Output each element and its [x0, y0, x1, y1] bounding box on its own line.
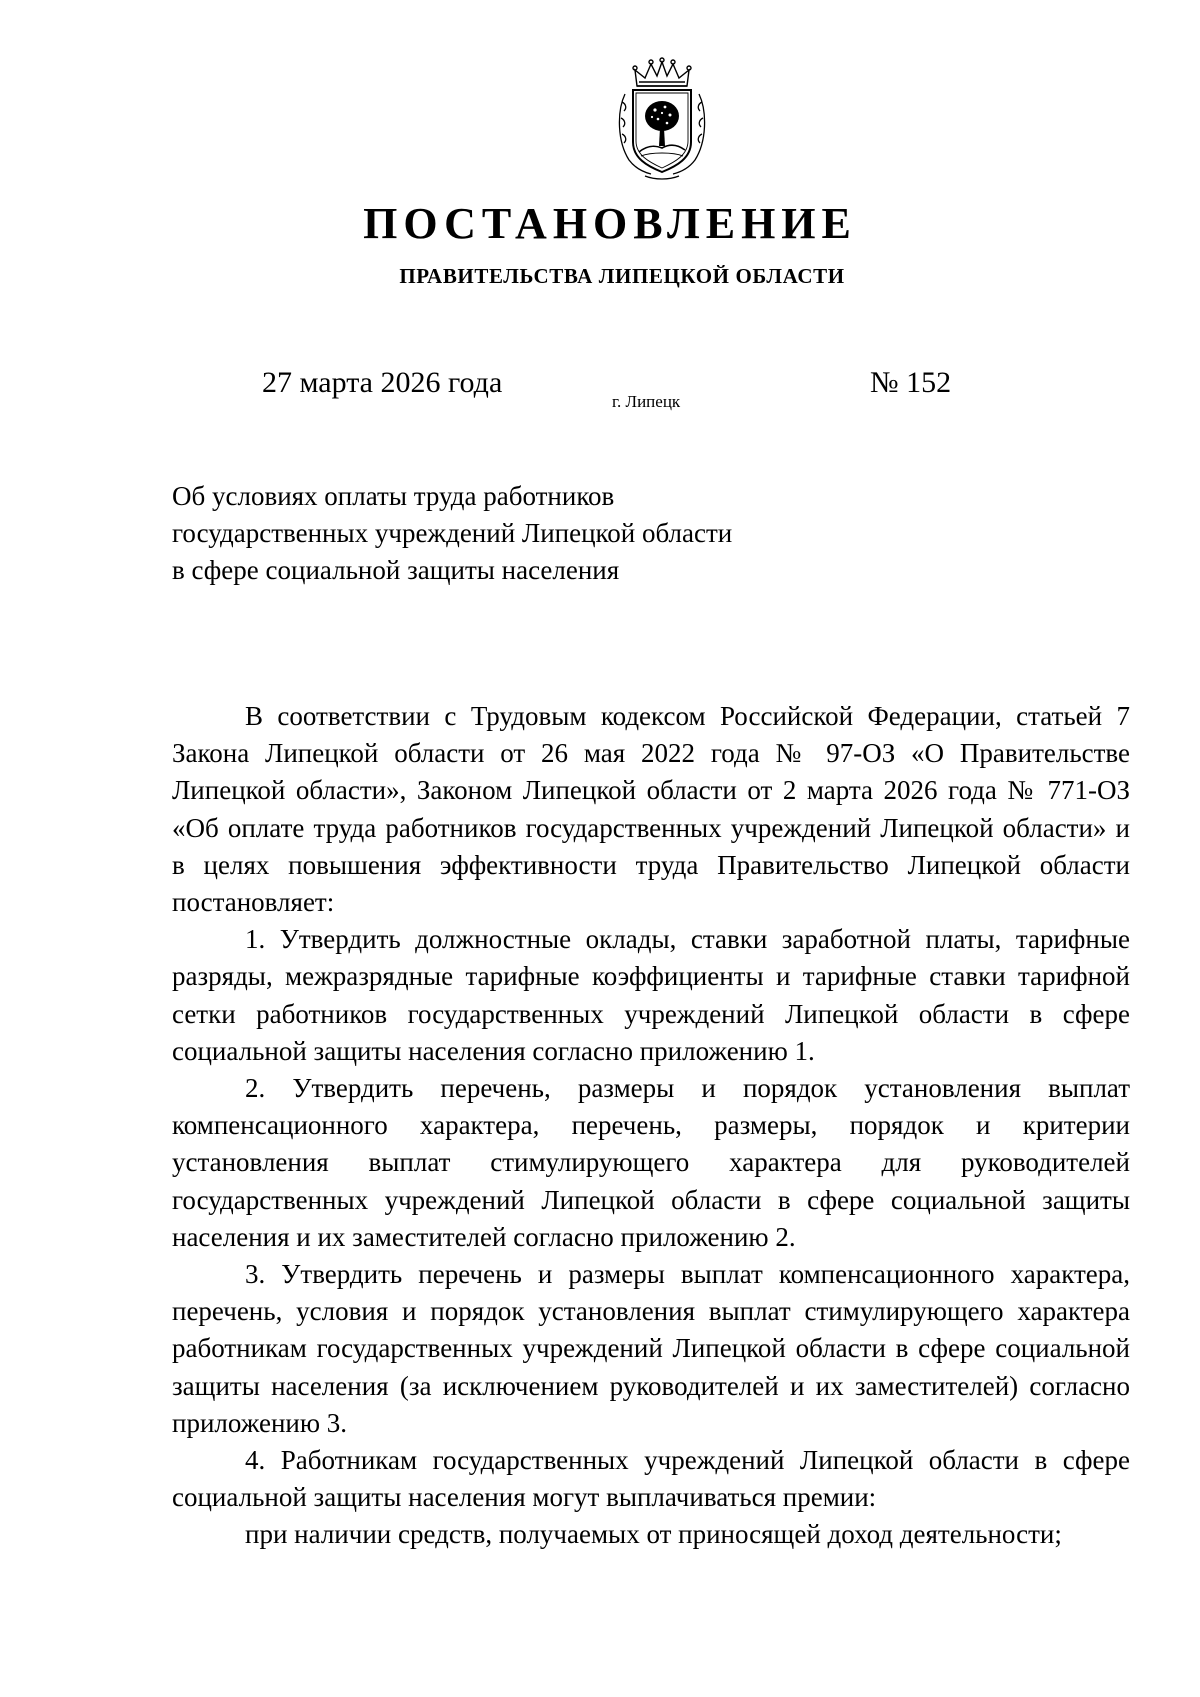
title-line: в сфере социальной защиты населения — [172, 555, 620, 585]
clause-paragraph-2: 2. Утвердить перечень, размеры и порядок установления выплат компенсационного характера, перечень, размеры, порядок и критерии установления выплат стимулирующего характера для руководителей государственных учреждений Липецкой области в сфере социальной защиты населения и их заместителей согласно приложению 2. — [172, 1073, 1130, 1252]
clause-paragraph-4: 4. Работникам государственных учреждений Липецкой области в сфере социальной защиты населения могут выплачиваться премии: — [172, 1445, 1130, 1513]
coat-of-arms-icon — [615, 56, 709, 182]
clause-4-subitem: при наличии средств, получаемых от приносящей доход деятельности; — [245, 1519, 1062, 1550]
title-line: государственных учреждений Липецкой области — [172, 518, 733, 548]
title-line: Об условиях оплаты труда работников — [172, 481, 615, 511]
document-title — [172, 478, 872, 589]
document-date: 27 марта 2026 года — [262, 366, 503, 399]
clause-paragraph-3: 3. Утвердить перечень и размеры выплат компенсационного характера, перечень, условия и порядок установления выплат стимулирующего характера работникам государственных учреждений Липецкой области в сфере социальной защиты населения (за исключением руководителей и их заместителей) согласно приложению 3. — [172, 1259, 1130, 1438]
preamble-paragraph: В соответствии с Трудовым кодексом Российской Федерации, статьей 7 Закона Липецкой области от 26 мая 2022 года № 97-ОЗ «О Правительстве Липецкой области», Законом Липецкой области от 2 марта 2026 года № 771-ОЗ «Об оплате труда работников государственных учреждений Липецкой области» и в целях повышения эффективности труда Правительство Липецкой области постановляет: — [172, 701, 1130, 918]
issuer-heading: ПРАВИТЕЛЬСТВА ЛИПЕЦКОЙ ОБЛАСТИ — [399, 264, 845, 288]
document-body — [172, 698, 1130, 1554]
document-number: № 152 — [870, 366, 952, 399]
clause-paragraph-1: 1. Утвердить должностные оклады, ставки заработной платы, тарифные разряды, межразрядные тарифные коэффициенты и тарифные ставки тарифной сетки работников государственных учреждений Липецкой области в сфере социальной защиты населения согласно приложению 1. — [172, 924, 1130, 1066]
document-city: г. Липецк — [612, 392, 681, 411]
document-type-heading: ПОСТАНОВЛЕНИЕ — [363, 199, 857, 248]
